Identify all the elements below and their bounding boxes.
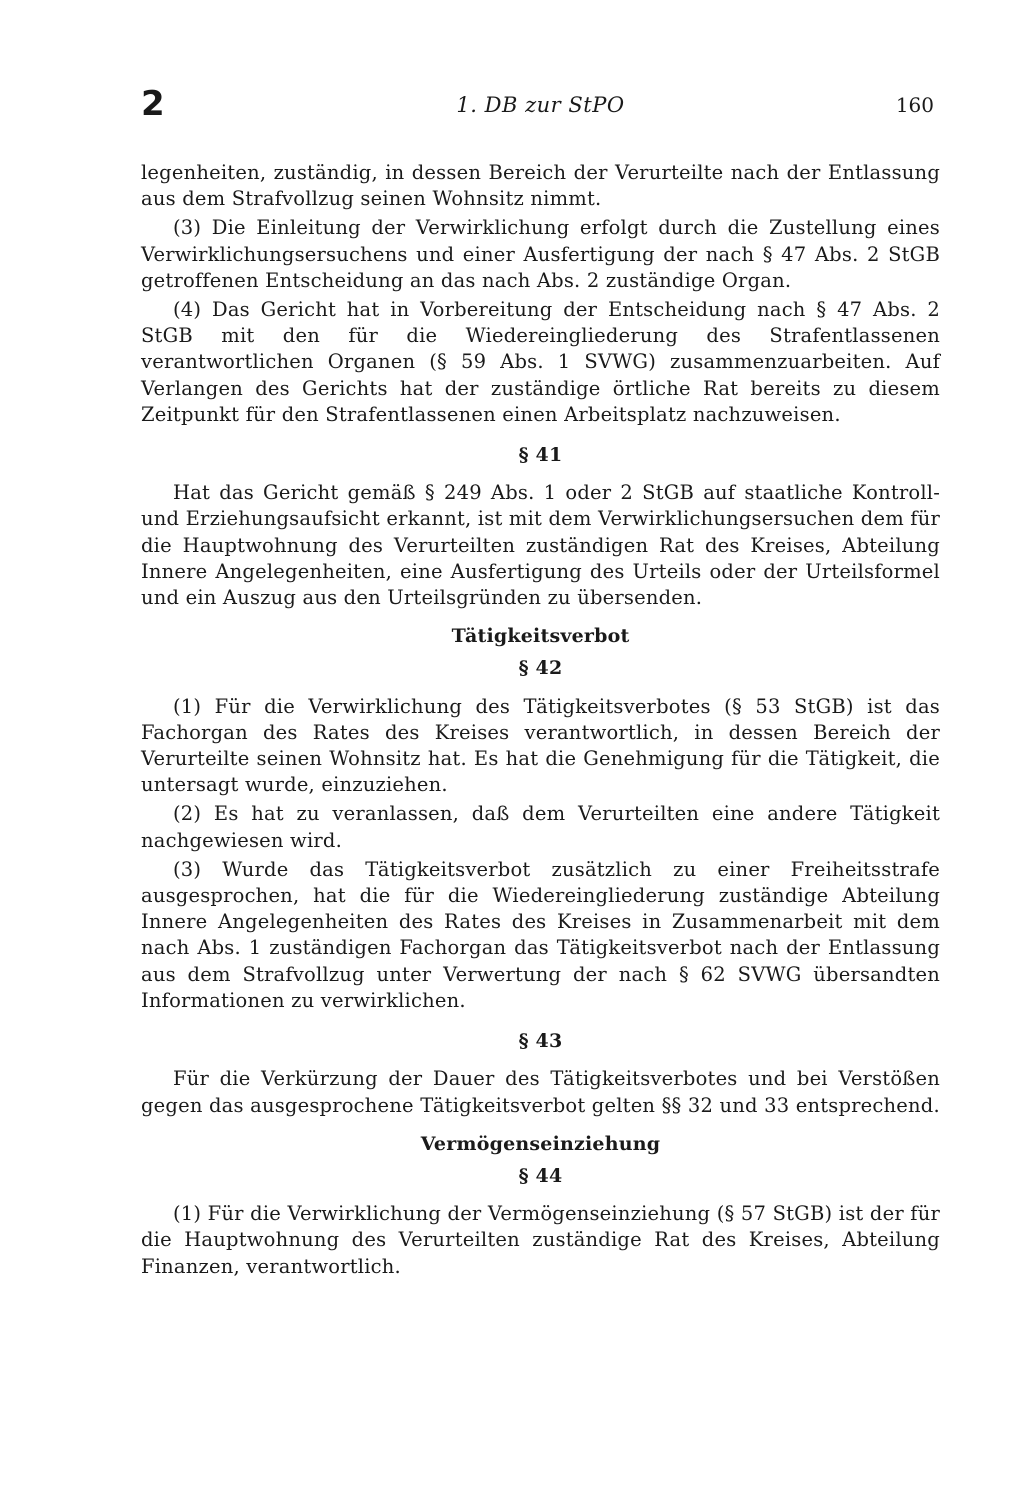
paragraph-4: (4) Das Gericht hat in Vorbereitung der Entscheidung nach § 47 Abs. 2 StGB mit den für die Wiedereingliederung des Strafentlassenen verantwortlichen Organen (§ 59 Abs. 1 SVWG) zusammenzuarbeiten. Auf Verlangen des Gerichts hat der zuständige örtliche Rat bereits zu diesem Zeitpunkt für den Strafentlassenen einen Arbeitsplatz nachzuweisen. bbox=[141, 298, 940, 426]
section-42-paragraph-1: (1) Für die Verwirklichung des Tätigkeitsverbotes (§ 53 StGB) ist das Fachorgan des Rates des Kreises verantwortlich, in dessen Bereich der Verurteilte seinen Wohnsitz hat. Es hat die Genehmigung für die Tätigkeit, die untersagt wurde, einzuziehen. bbox=[141, 694, 940, 797]
section-41-text: Hat das Gericht gemäß § 249 Abs. 1 oder 2 StGB auf staatliche Kontroll- und Erziehungsaufsicht erkannt, ist mit dem Verwirklichungsersuchen dem für die Hauptwohnung des Verurteilten zuständigen Rat des Kreises, Abteilung Innere Angelegenheiten, eine Ausfertigung des Urteils oder der Urteilsformel und ein Auszug aus den Urteilsgründen zu übersenden. bbox=[141, 481, 940, 610]
section-42-paragraph-2: (2) Es hat zu veranlassen, daß dem Verurteilten eine andere Tätigkeit nachgewiesen wird. bbox=[141, 802, 940, 852]
page-header bbox=[141, 84, 940, 124]
document-body bbox=[141, 160, 940, 1280]
section-number: 2 bbox=[141, 84, 165, 124]
heading-vermoegenseinziehung: Vermögenseinziehung bbox=[420, 1132, 661, 1155]
section-44-heading: § 44 bbox=[518, 1164, 563, 1187]
section-44-paragraph-1: (1) Für die Verwirklichung der Vermögenseinziehung (§ 57 StGB) ist der für die Hauptwohnung des Verurteilten zuständige Rat des Kreises, Abteilung Finanzen, verantwortlich. bbox=[141, 1202, 940, 1278]
section-42-heading: § 42 bbox=[518, 657, 563, 680]
heading-taetigkeitsverbot: Tätigkeitsverbot bbox=[451, 625, 630, 648]
paragraph-continuation: legenheiten, zuständig, in dessen Bereich der Verurteilte nach der Entlassung aus dem Strafvollzug seinen Wohnsitz nimmt. bbox=[141, 161, 940, 211]
section-43-heading: § 43 bbox=[518, 1030, 563, 1053]
running-title: 1. DB zur StPO bbox=[456, 93, 625, 117]
paragraph-3: (3) Die Einleitung der Verwirklichung erfolgt durch die Zustellung eines Verwirklichungsersuchens und einer Ausfertigung der nach § 47 Abs. 2 StGB getroffenen Entscheidung an das nach Abs. 2 zuständige Organ. bbox=[141, 216, 940, 292]
section-42-paragraph-3: (3) Wurde das Tätigkeitsverbot zusätzlich zu einer Freiheitsstrafe ausgesprochen, hat die für die Wiedereingliederung zuständige Abteilung Innere Angelegenheiten des Rates des Kreises in Zusammenarbeit mit dem nach Abs. 1 zuständigen Fachorgan das Tätigkeitsverbot nach der Entlassung aus dem Strafvollzug unter Verwertung der nach § 62 SVWG übersandten Informationen zu verwirklichen. bbox=[141, 857, 940, 1012]
page-number: 160 bbox=[895, 93, 934, 117]
section-43-text: Für die Verkürzung der Dauer des Tätigkeitsverbotes und bei Verstößen gegen das ausgesprochene Tätigkeitsverbot gelten §§ 32 und 33 entsprechend. bbox=[141, 1067, 940, 1117]
section-41-heading: § 41 bbox=[518, 444, 563, 467]
